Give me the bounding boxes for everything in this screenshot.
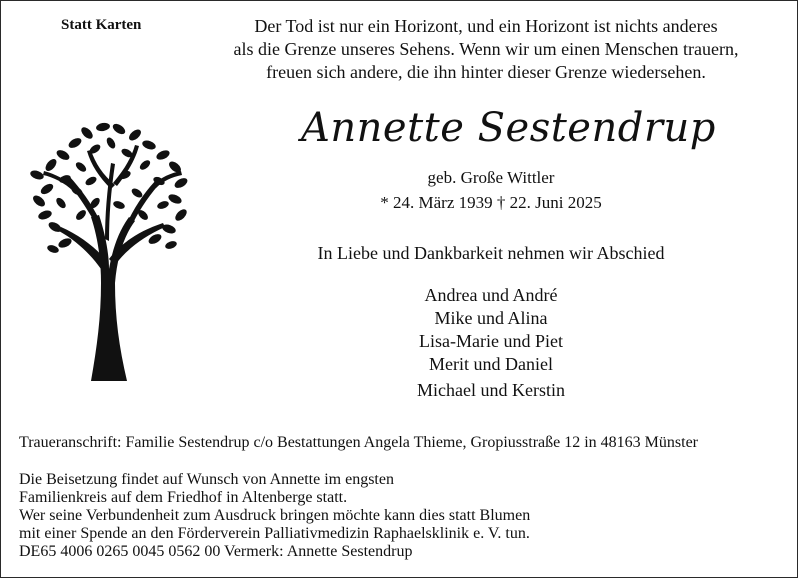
info-line: Die Beisetzung findet auf Wunsch von Annette im engsten <box>19 471 394 488</box>
info-line: DE65 4006 0265 0045 0562 00 Vermerk: Annette Sestendrup <box>19 543 413 560</box>
farewell-line: In Liebe und Dankbarkeit nehmen wir Abschied <box>317 243 665 263</box>
mourner: Mike und Alina <box>434 308 548 328</box>
birth-name: geb. Große Wittler <box>427 168 555 187</box>
mourner: Merit und Daniel <box>429 354 553 374</box>
quote-line: Der Tod ist nur ein Horizont, und ein Horizont ist nichts anderes <box>254 16 718 36</box>
mourner: Lisa-Marie und Piet <box>419 331 563 351</box>
mourner-last: Michael und Kerstin <box>417 380 565 400</box>
deceased-name: Annette Sestendrup <box>301 105 716 151</box>
mourning-address: Traueranschrift: Familie Sestendrup c/o Bestattungen Angela Thieme, Gropiusstraße 12 in 48163 Münster <box>19 434 698 451</box>
quote-line: freuen sich andere, die ihn hinter dieser Grenze wiedersehen. <box>266 62 706 82</box>
tree-icon <box>25 119 189 381</box>
info-line: Familienkreis auf dem Friedhof in Altenberge statt. <box>19 489 348 506</box>
mourner: Andrea und André <box>424 285 558 305</box>
info-line: mit einer Spende an den Förderverein Palliativmedizin Raphaelsklinik e. V. tun. <box>19 525 530 542</box>
mourners-list <box>301 284 681 376</box>
info-line: Wer seine Verbundenheit zum Ausdruck bringen möchte kann dies statt Blumen <box>19 507 531 524</box>
statt-karten-label: Statt Karten <box>61 17 142 33</box>
quote <box>191 15 781 84</box>
life-dates: * 24. März 1939 † 22. Juni 2025 <box>380 193 602 212</box>
funeral-info <box>19 471 719 561</box>
quote-line: als die Grenze unseres Sehens. Wenn wir um einen Menschen trauern, <box>233 39 739 59</box>
